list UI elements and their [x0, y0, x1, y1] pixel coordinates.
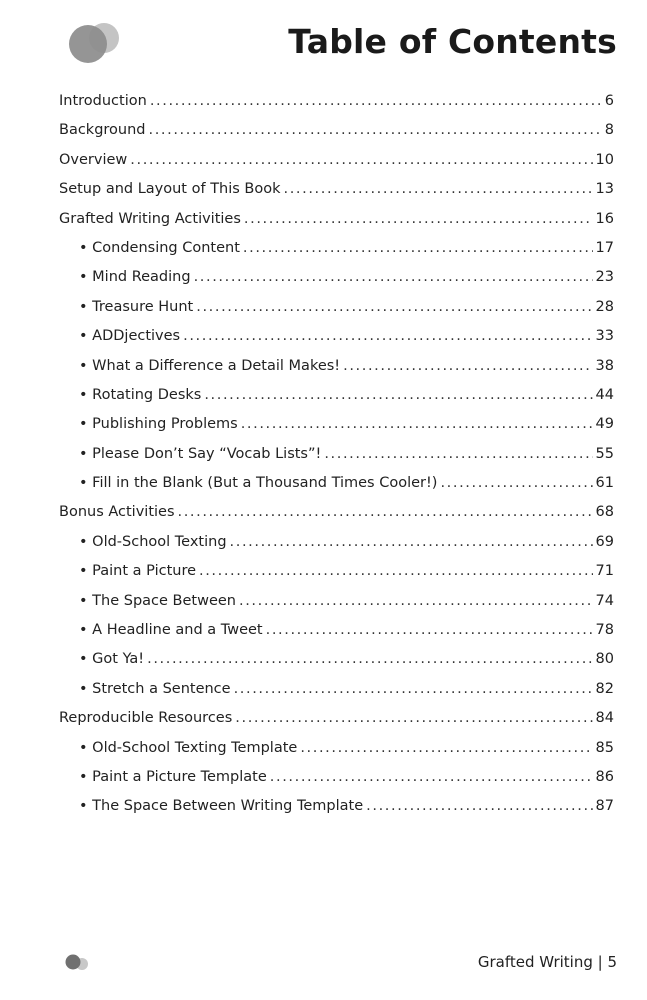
dot-leader [266, 620, 593, 640]
toc-entry[interactable] [59, 649, 614, 678]
dot-leader [199, 561, 593, 581]
dot-leader [366, 796, 592, 816]
toc-entry-page: 61 [595, 475, 614, 492]
toc-entry-page: 86 [595, 768, 614, 785]
dot-leader [194, 267, 593, 287]
dot-leader [241, 414, 593, 434]
toc-entry[interactable] [59, 796, 614, 825]
toc-entry-title: • Got Ya! [79, 651, 145, 668]
toc-entry-title: • Fill in the Blank (But a Thousand Times Cooler!) [79, 475, 438, 492]
table-of-contents [59, 91, 614, 826]
toc-entry[interactable] [59, 326, 614, 355]
toc-entry[interactable] [59, 708, 614, 737]
toc-entry-page: 17 [595, 239, 614, 256]
toc-entry-page: 78 [595, 622, 614, 639]
toc-entry[interactable] [59, 414, 614, 443]
toc-entry-page: 28 [595, 298, 614, 315]
toc-entry-page: 87 [595, 798, 614, 815]
toc-entry-title: • A Headline and a Tweet [79, 622, 263, 639]
toc-entry[interactable] [59, 385, 614, 414]
toc-entry[interactable] [59, 297, 614, 326]
toc-entry-page: 68 [595, 504, 614, 521]
toc-entry[interactable] [59, 738, 614, 767]
toc-entry-title: • Treasure Hunt [79, 298, 194, 315]
dot-leader [178, 502, 593, 522]
toc-entry-title: • Stretch a Sentence [79, 680, 231, 697]
toc-entry-title: • Old-School Texting [79, 533, 227, 550]
toc-entry-title: • Rotating Desks [79, 386, 202, 403]
toc-entry-page: 10 [595, 151, 614, 168]
toc-entry-title: • What a Difference a Detail Makes! [79, 357, 341, 374]
toc-entry-title: Reproducible Resources [59, 710, 233, 727]
page-footer: Grafted Writing | 5 [477, 953, 617, 971]
toc-entry[interactable] [59, 679, 614, 708]
toc-entry-page: 55 [595, 445, 614, 462]
dot-leader [230, 532, 593, 552]
toc-entry-title: Introduction [59, 93, 147, 109]
dot-leader [239, 591, 593, 611]
dot-leader [300, 738, 592, 758]
toc-entry-title: • Please Don’t Say “Vocab Lists”! [79, 445, 322, 462]
toc-entry-title: • Paint a Picture Template [79, 768, 267, 785]
dot-leader [440, 473, 592, 493]
toc-entry[interactable] [59, 591, 614, 620]
toc-entry-title: • Old-School Texting Template [79, 739, 298, 756]
toc-entry[interactable] [59, 444, 614, 473]
toc-entry-page: 8 [604, 122, 614, 139]
toc-entry-title: • The Space Between [79, 592, 236, 609]
toc-entry[interactable] [59, 620, 614, 649]
toc-entry-page: 84 [595, 710, 614, 727]
toc-entry-title: • Paint a Picture [79, 563, 197, 580]
dot-leader [150, 91, 602, 111]
toc-entry[interactable] [59, 356, 614, 385]
dot-leader [270, 767, 593, 787]
dot-leader [235, 708, 592, 728]
toc-entry-page: 85 [595, 739, 614, 756]
toc-entry-page: 33 [595, 328, 614, 345]
dot-leader [183, 326, 592, 346]
dot-leader [284, 179, 593, 199]
dot-leader [243, 238, 593, 258]
toc-entry-page: 80 [595, 651, 614, 668]
toc-entry-title: Setup and Layout of This Book [59, 181, 281, 198]
toc-entry-page: 13 [595, 181, 614, 198]
dot-leader [196, 297, 592, 317]
toc-entry[interactable] [59, 561, 614, 590]
toc-entry-title: Grafted Writing Activities [59, 210, 241, 227]
page-title: Table of Contents [288, 22, 617, 61]
toc-entry[interactable] [59, 767, 614, 796]
dot-leader [343, 356, 592, 376]
toc-entry-page: 49 [595, 416, 614, 433]
toc-entry-page: 23 [595, 269, 614, 286]
toc-entry-title: • Publishing Problems [79, 416, 238, 433]
toc-entry-title: Bonus Activities [59, 504, 175, 521]
footer-circles-logo-icon [62, 953, 92, 973]
toc-entry-title: • Mind Reading [79, 269, 191, 286]
dot-leader [204, 385, 592, 405]
toc-entry[interactable] [59, 150, 614, 179]
toc-entry-title: Background [59, 122, 146, 139]
dot-leader [324, 444, 592, 464]
toc-entry[interactable] [59, 502, 614, 531]
toc-entry[interactable] [59, 532, 614, 561]
dot-leader [234, 679, 593, 699]
circles-logo-icon [60, 18, 130, 68]
toc-entry-page: 6 [604, 93, 614, 109]
toc-entry[interactable] [59, 120, 614, 149]
toc-entry[interactable] [59, 473, 614, 502]
toc-entry[interactable] [59, 267, 614, 296]
toc-entry[interactable] [59, 179, 614, 208]
toc-entry-title: • ADDjectives [79, 328, 181, 345]
dot-leader [147, 649, 592, 669]
toc-entry[interactable] [59, 91, 614, 120]
dot-leader [130, 150, 592, 170]
toc-entry[interactable] [59, 209, 614, 238]
dot-leader [244, 209, 593, 229]
toc-entry-title: • Condensing Content [79, 239, 240, 256]
toc-entry-title: • The Space Between Writing Template [79, 798, 364, 815]
toc-entry-page: 69 [595, 533, 614, 550]
toc-entry-title: Overview [59, 151, 128, 168]
toc-entry[interactable] [59, 238, 614, 267]
toc-entry-page: 74 [595, 592, 614, 609]
toc-entry-page: 38 [595, 357, 614, 374]
toc-entry-page: 44 [595, 386, 614, 403]
toc-entry-page: 16 [595, 210, 614, 227]
toc-entry-page: 82 [595, 680, 614, 697]
toc-entry-page: 71 [595, 563, 614, 580]
dot-leader [149, 120, 602, 140]
